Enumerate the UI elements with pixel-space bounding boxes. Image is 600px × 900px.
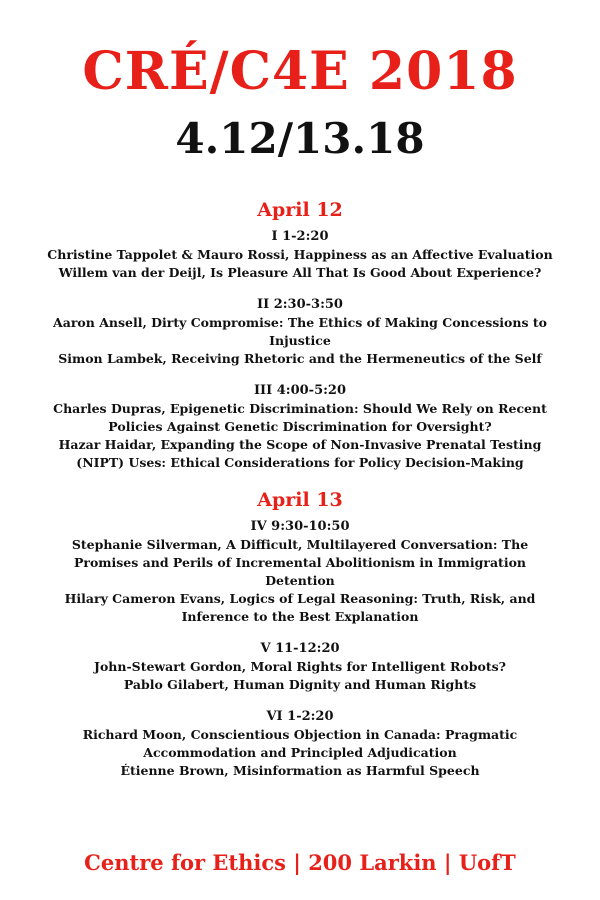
day-april-12 xyxy=(0,196,600,472)
talk-item: Pablo Gilabert, Human Dignity and Human Rights xyxy=(123,677,477,692)
talk-item: Simon Lambek, Receiving Rhetoric and the Hermeneutics of the Self xyxy=(58,351,542,366)
session-time: IV 9:30-10:50 xyxy=(250,519,350,534)
talk-item: Étienne Brown, Misinformation as Harmful Speech xyxy=(120,763,480,778)
day-april-13 xyxy=(0,486,600,780)
talk-item: Richard Moon, Conscientious Objection in Canada: Pragmatic Accommodation and Principled Adjudication xyxy=(82,727,518,760)
session-time: VI 1-2:20 xyxy=(266,709,334,724)
session-2 xyxy=(0,296,600,368)
talk-item: John-Stewart Gordon, Moral Rights for Intelligent Robots? xyxy=(94,659,506,674)
poster-title: CRÉ/C4E 2018 xyxy=(82,41,518,102)
session-1 xyxy=(0,228,600,282)
session-5 xyxy=(0,640,600,694)
session-6 xyxy=(0,708,600,780)
session-time: III 4:00-5:20 xyxy=(253,383,347,398)
venue-footer: Centre for Ethics | 200 Larkin | UofT xyxy=(84,850,516,875)
day-heading: April 13 xyxy=(257,489,343,511)
talk-item: Stephanie Silverman, A Difficult, Multilayered Conversation: The Promises and Perils of Incremental Abolitionism in Immigration Detention xyxy=(71,537,529,588)
talk-item: Charles Dupras, Epigenetic Discrimination: Should We Rely on Recent Policies Against Genetic Discrimination for Oversight? xyxy=(53,401,547,434)
program-schedule xyxy=(0,196,600,780)
talk-item: Willem van der Deijl, Is Pleasure All That Is Good About Experience? xyxy=(58,265,542,280)
session-time: II 2:30-3:50 xyxy=(257,297,343,312)
talk-item: Hilary Cameron Evans, Logics of Legal Reasoning: Truth, Risk, and Inference to the Best Explanation xyxy=(64,591,536,624)
poster-dates: 4.12/13.18 xyxy=(175,114,425,163)
talk-item: Hazar Haidar, Expanding the Scope of Non-Invasive Prenatal Testing (NIPT) Uses: Ethical Considerations for Policy Decision-Making xyxy=(58,437,542,470)
session-time: I 1-2:20 xyxy=(271,229,329,244)
day-heading: April 12 xyxy=(257,199,343,221)
session-3 xyxy=(0,382,600,472)
session-time: V 11-12:20 xyxy=(260,641,340,656)
session-4 xyxy=(0,518,600,626)
talk-item: Aaron Ansell, Dirty Compromise: The Ethics of Making Concessions to Injustice xyxy=(53,315,547,348)
talk-item: Christine Tappolet & Mauro Rossi, Happiness as an Affective Evaluation xyxy=(47,247,553,262)
